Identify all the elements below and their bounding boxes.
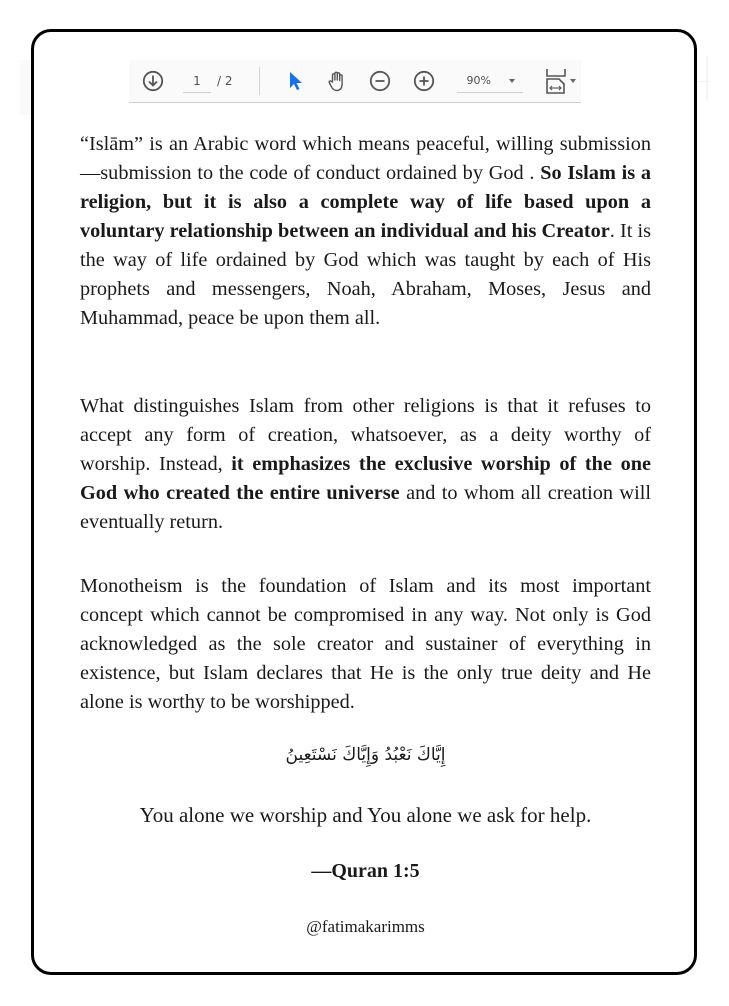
author-handle: @fatimakarimms	[306, 917, 425, 936]
zoom-out-icon	[369, 70, 391, 92]
paragraph-2-bold: it emphasizes the exclusive worship of the one God who created the entire universe	[80, 453, 652, 504]
fit-page-button[interactable]	[545, 68, 576, 94]
pdf-toolbar	[129, 60, 581, 103]
fit-width-icon	[545, 68, 567, 94]
zoom-in-icon	[413, 70, 435, 92]
paragraph-1-text: “Islām” is an Arabic word which means peaceful, willing submission—submission to the code of conduct ordained by God .	[80, 133, 651, 184]
hand-tool-button[interactable]	[326, 70, 348, 92]
download-button[interactable]	[142, 70, 164, 92]
verse-translation: You alone we worship and You alone we ask for help.	[139, 803, 592, 827]
arrow-pointer-icon	[284, 70, 306, 92]
arabic-verse: إِيَّاكَ نَعْبُدُ وَإِيَّاكَ نَسْتَعِينُ	[285, 745, 446, 765]
background-ghost-scrollbar	[706, 56, 708, 100]
paragraph-2-text: What distinguishes Islam from other religions is that it refuses to accept any form of creation, whatsoever, as a deity worthy of worship. Instead,	[80, 395, 651, 475]
zoom-in-button[interactable]	[413, 70, 435, 92]
page-number-input[interactable]	[183, 70, 211, 93]
toolbar-divider	[259, 67, 260, 95]
paragraph-monotheism: Monotheism is the foundation of Islam and its most important concept which cannot be compromised in any way. Not only is God acknowledged as the sole creator and sustainer of everything in existence, but Islam declares that He is the only true deity and He alone is worthy to be worshipped.	[80, 575, 651, 713]
paragraph-1-text-continued: . It is the way of life ordained by God which was taught by each of His prophets and messengers, Noah, Abraham, Moses, Jesus and Muhammad, peace be upon them all.	[80, 220, 651, 329]
paragraph-2-text-continued: and to whom all creation will eventually return.	[80, 482, 651, 533]
paragraph-1-bold: So Islam is a religion, but it is also a complete way of life based upon a voluntary relationship between an individual and his Creator	[80, 162, 652, 242]
zoom-level-dropdown[interactable]	[457, 69, 523, 93]
chevron-down-icon	[509, 79, 515, 83]
paragraph-islam-definition	[80, 130, 651, 333]
zoom-out-button[interactable]	[369, 70, 391, 92]
verse-citation: —Quran 1:5	[311, 860, 420, 882]
fit-page-chevron-down-icon	[570, 79, 576, 83]
zoom-level-value: 90%	[466, 74, 491, 87]
download-icon	[142, 70, 164, 92]
hand-icon	[326, 70, 348, 92]
paragraph-distinguishes	[80, 392, 651, 537]
select-tool-button[interactable]	[284, 70, 306, 92]
page-total: / 2	[217, 74, 233, 88]
